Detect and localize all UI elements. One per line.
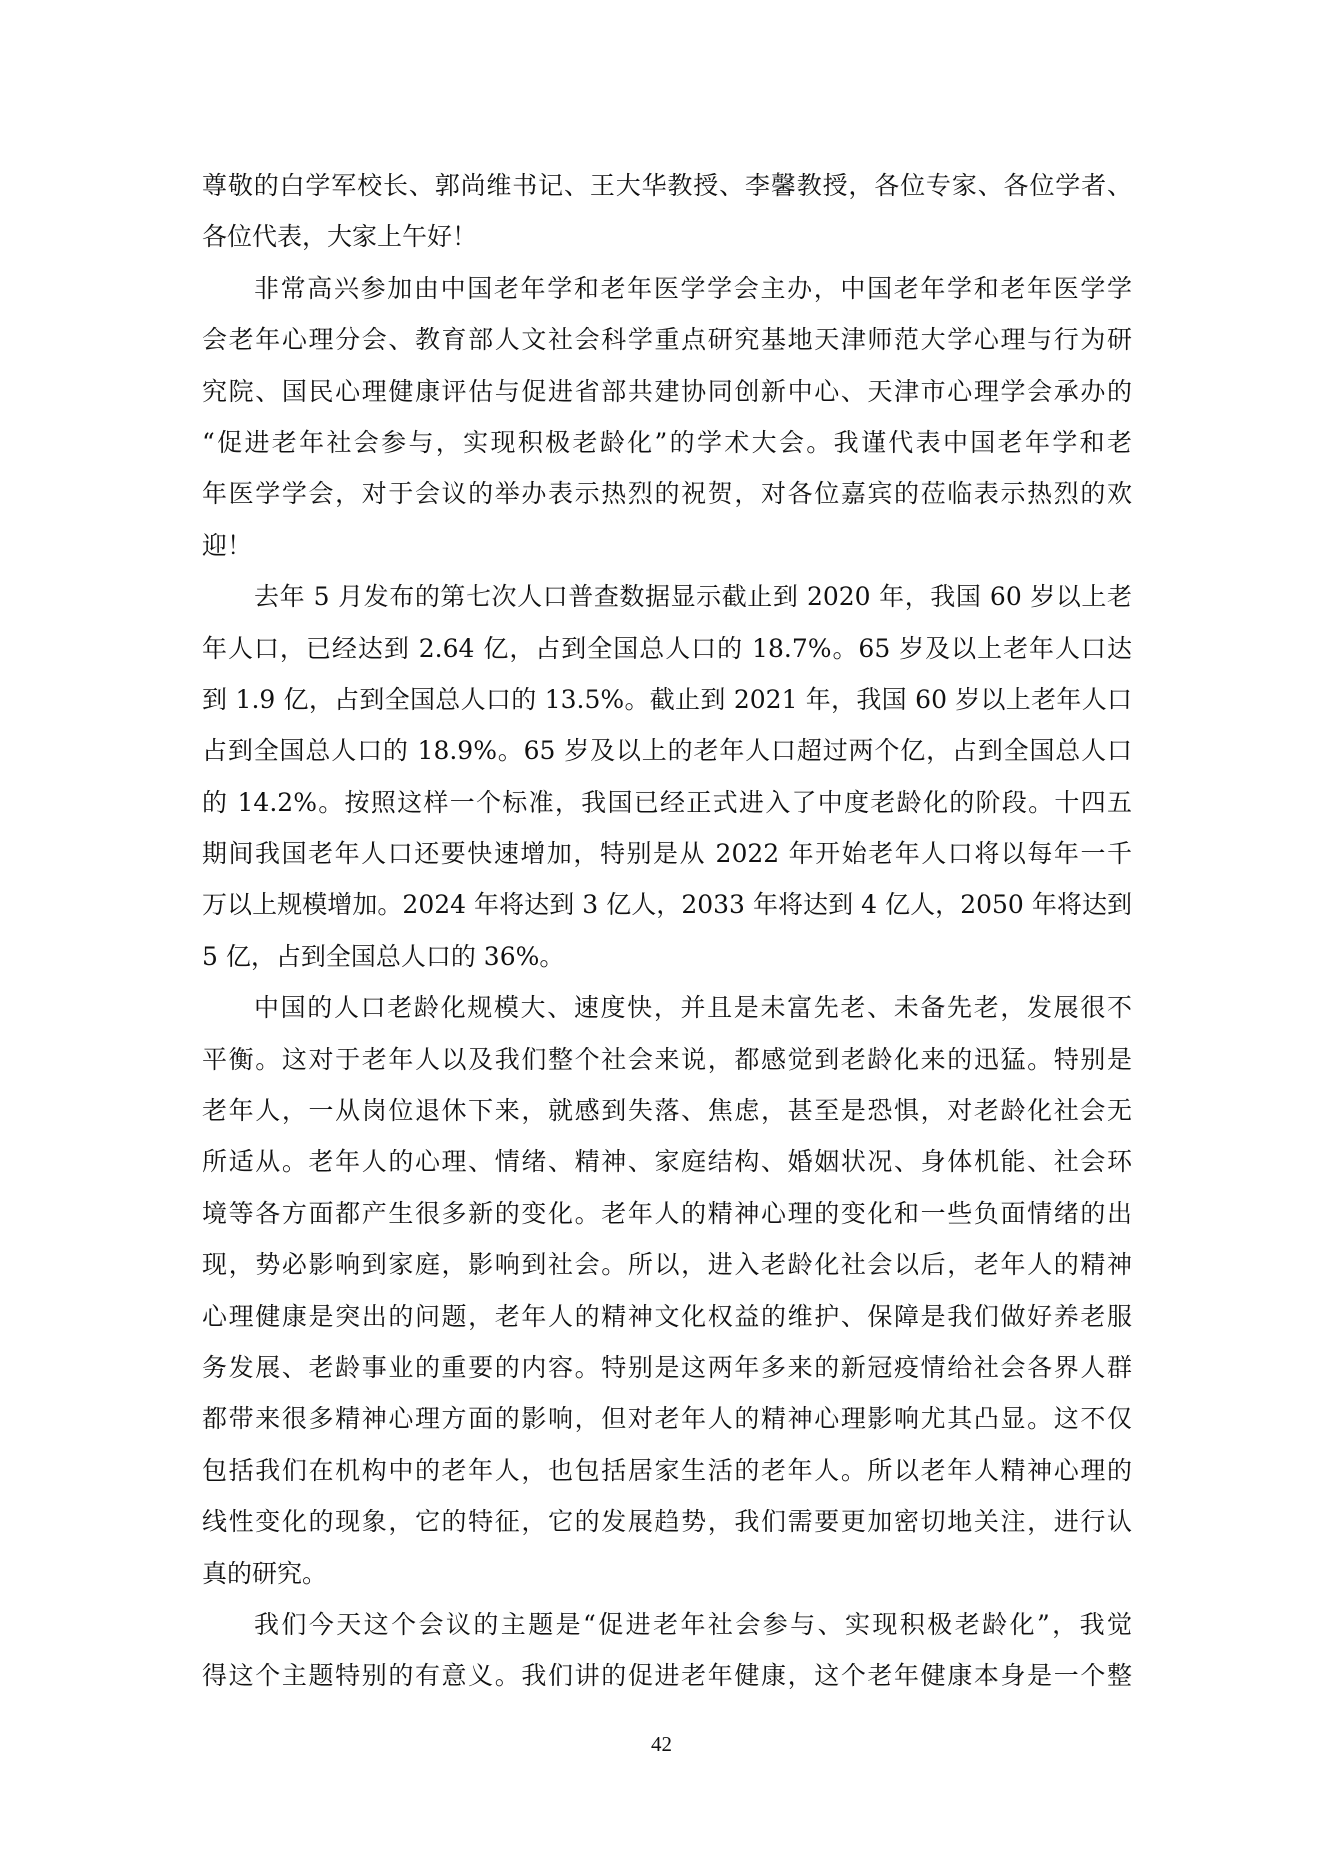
text-line: 现，势必影响到家庭，影响到社会。所以，进入老龄化社会以后，老年人的精神 bbox=[202, 1250, 1132, 1280]
text-line: 5 亿，占到全国总人口的 36%。 bbox=[202, 941, 565, 971]
paragraph bbox=[202, 982, 1132, 1599]
text-line: 各位代表，大家上午好！ bbox=[202, 222, 478, 252]
text-line: 我们今天这个会议的主题是“促进老年社会参与、实现积极老龄化”，我觉 bbox=[254, 1609, 1132, 1639]
paragraph bbox=[202, 571, 1132, 982]
text-line: 所适从。老年人的心理、情绪、精神、家庭结构、婚姻状况、身体机能、社会环 bbox=[202, 1147, 1132, 1177]
text-line: 去年 5 月发布的第七次人口普查数据显示截止到 2020 年，我国 60 岁以上老 bbox=[254, 582, 1132, 612]
paragraph bbox=[202, 1599, 1132, 1702]
text-line: 都带来很多精神心理方面的影响，但对老年人的精神心理影响尤其凸显。这不仅 bbox=[202, 1404, 1132, 1434]
paragraph bbox=[202, 160, 1132, 263]
text-line: 境等各方面都产生很多新的变化。老年人的精神心理的变化和一些负面情绪的出 bbox=[202, 1198, 1132, 1228]
text-line: 务发展、老龄事业的重要的内容。特别是这两年多来的新冠疫情给社会各界人群 bbox=[202, 1352, 1132, 1382]
text-line: 到 1.9 亿，占到全国总人口的 13.5%。截止到 2021 年，我国 60 岁以上老年人口 bbox=[202, 684, 1132, 714]
text-line: 年医学学会，对于会议的举办表示热烈的祝贺，对各位嘉宾的莅临表示热烈的欢 bbox=[202, 479, 1132, 509]
text-line: 得这个主题特别的有意义。我们讲的促进老年健康，这个老年健康本身是一个整 bbox=[202, 1661, 1132, 1691]
text-line: 迎！ bbox=[202, 530, 253, 560]
text-line: 包括我们在机构中的老年人，也包括居家生活的老年人。所以老年人精神心理的 bbox=[202, 1455, 1132, 1485]
text-line: “促进老年社会参与，实现积极老龄化”的学术大会。我谨代表中国老年学和老 bbox=[202, 427, 1132, 457]
text-line: 期间我国老年人口还要快速增加，特别是从 2022 年开始老年人口将以每年一千 bbox=[202, 839, 1132, 869]
paragraph bbox=[202, 263, 1132, 571]
text-line: 平衡。这对于老年人以及我们整个社会来说，都感觉到老龄化来的迅猛。特别是 bbox=[202, 1044, 1132, 1074]
text-line: 究院、国民心理健康评估与促进省部共建协同创新中心、天津市心理学会承办的 bbox=[202, 376, 1132, 406]
text-line: 尊敬的白学军校长、郭尚维书记、王大华教授、李馨教授，各位专家、各位学者、 bbox=[202, 171, 1132, 200]
text-line: 占到全国总人口的 18.9%。65 岁及以上的老年人口超过两个亿，占到全国总人口 bbox=[202, 736, 1132, 766]
text-line: 万以上规模增加。2024 年将达到 3 亿人，2033 年将达到 4 亿人，2050 年将达到 bbox=[202, 890, 1132, 920]
text-line: 的 14.2%。按照这样一个标准，我国已经正式进入了中度老龄化的阶段。十四五 bbox=[202, 787, 1132, 817]
text-line: 线性变化的现象，它的特征，它的发展趋势，我们需要更加密切地关注，进行认 bbox=[202, 1507, 1132, 1537]
text-line: 会老年心理分会、教育部人文社会科学重点研究基地天津师范大学心理与行为研 bbox=[202, 325, 1132, 355]
document-body bbox=[202, 160, 1132, 1702]
page-number: 42 bbox=[651, 1732, 672, 1756]
text-line: 心理健康是突出的问题，老年人的精神文化权益的维护、保障是我们做好养老服 bbox=[202, 1301, 1132, 1331]
text-line: 真的研究。 bbox=[202, 1558, 328, 1588]
text-line: 老年人，一从岗位退休下来，就感到失落、焦虑，甚至是恐惧，对老龄化社会无 bbox=[202, 1096, 1132, 1126]
text-line: 年人口，已经达到 2.64 亿，占到全国总人口的 18.7%。65 岁及以上老年人口达 bbox=[202, 633, 1132, 663]
text-line: 中国的人口老龄化规模大、速度快，并且是未富先老、未备先老，发展很不 bbox=[254, 993, 1132, 1023]
text-line: 非常高兴参加由中国老年学和老年医学学会主办，中国老年学和老年医学学 bbox=[254, 273, 1132, 303]
